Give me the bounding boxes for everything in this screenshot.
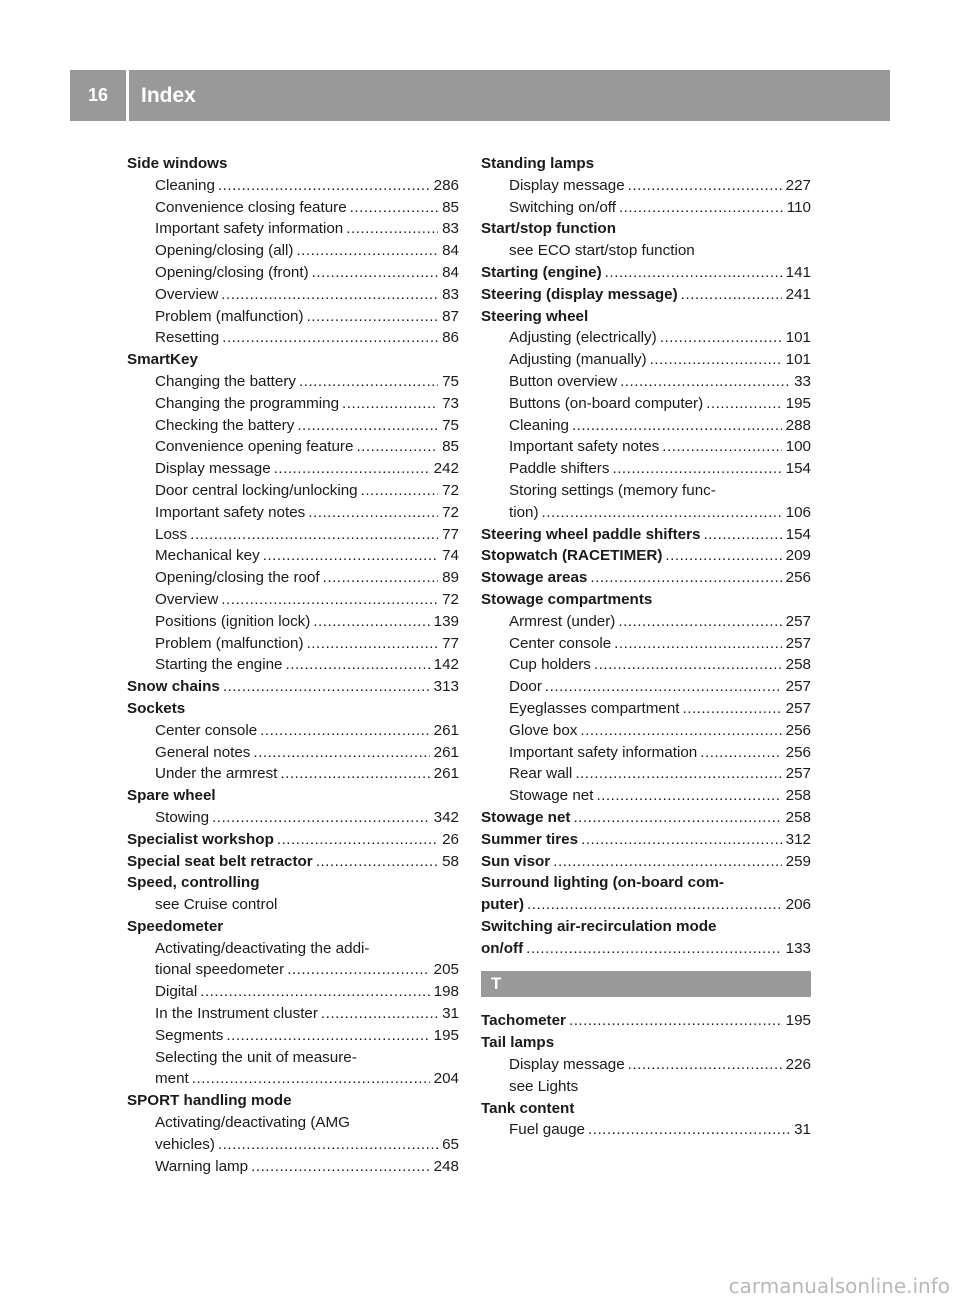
entry-text: Steering wheel paddle shifters bbox=[481, 525, 701, 543]
index-column-right bbox=[481, 153, 811, 1141]
index-subentry[interactable] bbox=[127, 1068, 459, 1090]
entry-text: Button overview bbox=[509, 372, 618, 390]
entry-text: Overview bbox=[155, 590, 219, 608]
index-subentry[interactable] bbox=[127, 1156, 459, 1178]
entry-text: Loss bbox=[155, 525, 188, 543]
entry-text: Special seat belt retractor bbox=[127, 852, 313, 870]
index-subentry[interactable] bbox=[127, 1134, 459, 1156]
entry-page: 261 bbox=[433, 765, 459, 783]
entry-text: Snow chains bbox=[127, 678, 220, 696]
index-subentry[interactable] bbox=[481, 1119, 811, 1141]
entry-text: Segments bbox=[155, 1026, 224, 1044]
entry-page: 258 bbox=[785, 808, 811, 826]
index-subentry[interactable] bbox=[127, 763, 459, 785]
entry-text: Under the armrest bbox=[155, 765, 278, 783]
entry-text: Starting (engine) bbox=[481, 263, 602, 281]
entry-text: ment bbox=[155, 1070, 189, 1088]
index-subentry[interactable] bbox=[127, 306, 459, 328]
index-subentry[interactable] bbox=[127, 807, 459, 829]
index-subentry[interactable] bbox=[481, 327, 811, 349]
index-heading: Speed, controlling bbox=[127, 874, 260, 892]
entry-page: 195 bbox=[785, 394, 811, 412]
index-subentry[interactable] bbox=[127, 218, 459, 240]
index-subentry[interactable] bbox=[481, 720, 811, 742]
index-subentry[interactable] bbox=[481, 654, 811, 676]
entry-text: Stowage areas bbox=[481, 569, 588, 587]
entry-text: Steering (display message) bbox=[481, 285, 678, 303]
entry-page: 86 bbox=[442, 329, 459, 347]
index-subentry[interactable] bbox=[127, 742, 459, 764]
entry-text: Changing the battery bbox=[155, 372, 297, 390]
index-subentry[interactable] bbox=[127, 458, 459, 480]
index-subentry[interactable] bbox=[481, 393, 811, 415]
entry-text: tion) bbox=[509, 503, 539, 521]
entry-text: Buttons (on-board computer) bbox=[509, 394, 704, 412]
entry-text: tional speedometer bbox=[155, 961, 285, 979]
entry-page: 101 bbox=[785, 351, 811, 369]
entry-text: Door bbox=[509, 678, 542, 696]
entry-text: Display message bbox=[509, 176, 625, 194]
entry-page: 258 bbox=[785, 787, 811, 805]
entry-text-line: Switching air-recirculation mode bbox=[481, 917, 717, 935]
entry-text: Summer tires bbox=[481, 830, 579, 848]
entry-text: Center console bbox=[155, 721, 258, 739]
entry-text: Switching on/off bbox=[509, 198, 616, 216]
entry-text: Checking the battery bbox=[155, 416, 295, 434]
entry-page: 248 bbox=[433, 1157, 459, 1175]
entry-page: 258 bbox=[785, 656, 811, 674]
entry-text: Stowing bbox=[155, 808, 210, 826]
entry-page: 154 bbox=[785, 525, 811, 543]
entry-text: puter) bbox=[481, 896, 525, 914]
entry-text: Warning lamp bbox=[155, 1157, 249, 1175]
entry-text-line: Surround lighting (on-board com- bbox=[481, 874, 724, 892]
entry-text: Important safety information bbox=[509, 743, 698, 761]
entry-page: 226 bbox=[785, 1056, 811, 1074]
entry-text: Changing the programming bbox=[155, 394, 340, 412]
index-heading: Spare wheel bbox=[127, 787, 216, 805]
entry-page: 261 bbox=[433, 743, 459, 761]
index-heading: Steering wheel bbox=[481, 307, 589, 325]
index-subentry[interactable] bbox=[481, 415, 811, 437]
entry-page: 133 bbox=[785, 939, 811, 957]
entry-text: Digital bbox=[155, 983, 198, 1001]
index-entry[interactable] bbox=[481, 938, 811, 960]
page-title: Index bbox=[141, 83, 196, 107]
index-entry[interactable] bbox=[481, 545, 811, 567]
entry-text: Adjusting (electrically) bbox=[509, 329, 657, 347]
index-subentry[interactable] bbox=[481, 175, 811, 197]
entry-page: 100 bbox=[785, 438, 811, 456]
index-entry[interactable] bbox=[481, 851, 811, 873]
entry-page: 110 bbox=[786, 198, 811, 216]
entry-page: 85 bbox=[442, 438, 459, 456]
see-reference[interactable]: see Lights bbox=[509, 1077, 579, 1095]
entry-page: 84 bbox=[442, 242, 459, 260]
header-divider bbox=[126, 70, 129, 121]
index-heading: SPORT handling mode bbox=[127, 1092, 292, 1110]
index-subentry[interactable] bbox=[127, 524, 459, 546]
entry-page: 83 bbox=[442, 220, 459, 238]
entry-page: 227 bbox=[785, 176, 811, 194]
index-subentry[interactable] bbox=[127, 436, 459, 458]
index-entry[interactable] bbox=[481, 829, 811, 851]
entry-text: Specialist workshop bbox=[127, 830, 274, 848]
index-entry[interactable] bbox=[481, 567, 811, 589]
entry-text: Display message bbox=[155, 460, 271, 478]
entry-text-line: Selecting the unit of measure- bbox=[155, 1048, 357, 1066]
entry-page: 257 bbox=[785, 634, 811, 652]
entry-page: 77 bbox=[442, 525, 459, 543]
entry-page: 256 bbox=[785, 569, 811, 587]
entry-page: 257 bbox=[785, 612, 811, 630]
entry-page: 259 bbox=[785, 852, 811, 870]
section-letter: T bbox=[481, 971, 811, 997]
entry-text: Glove box bbox=[509, 721, 578, 739]
entry-page: 242 bbox=[433, 460, 459, 478]
entry-text: Resetting bbox=[155, 329, 220, 347]
entry-page: 257 bbox=[785, 765, 811, 783]
index-subentry[interactable] bbox=[481, 742, 811, 764]
entry-page: 154 bbox=[785, 460, 811, 478]
entry-page: 58 bbox=[442, 852, 459, 870]
entry-text: Problem (malfunction) bbox=[155, 634, 304, 652]
entry-page: 75 bbox=[442, 416, 459, 434]
entry-text: Mechanical key bbox=[155, 547, 260, 565]
index-subentry[interactable] bbox=[481, 633, 811, 655]
entry-text-line: Storing settings (memory func- bbox=[509, 481, 716, 499]
entry-text: Paddle shifters bbox=[509, 460, 610, 478]
entry-text: Opening/closing (front) bbox=[155, 263, 309, 281]
entry-text: Cleaning bbox=[509, 416, 569, 434]
index-subentry[interactable] bbox=[127, 545, 459, 567]
index-subentry[interactable] bbox=[127, 480, 459, 502]
entry-page: 101 bbox=[785, 329, 811, 347]
index-entry[interactable] bbox=[481, 894, 811, 916]
entry-page: 77 bbox=[442, 634, 459, 652]
entry-text: Opening/closing the roof bbox=[155, 569, 320, 587]
entry-page: 106 bbox=[785, 503, 811, 521]
entry-page: 87 bbox=[442, 307, 459, 325]
index-subentry[interactable] bbox=[127, 197, 459, 219]
entry-text: In the Instrument cluster bbox=[155, 1005, 318, 1023]
entry-text: Positions (ignition lock) bbox=[155, 612, 311, 630]
index-subentry[interactable] bbox=[481, 698, 811, 720]
entry-page: 209 bbox=[785, 547, 811, 565]
watermark: carmanualsonline.info bbox=[728, 1274, 950, 1298]
index-entry[interactable] bbox=[481, 807, 811, 829]
entry-text: Rear wall bbox=[509, 765, 573, 783]
entry-page: 342 bbox=[433, 808, 459, 826]
entry-page: 141 bbox=[785, 263, 811, 281]
index-subentry[interactable] bbox=[481, 458, 811, 480]
index-entry[interactable] bbox=[481, 1010, 811, 1032]
index-subentry[interactable] bbox=[127, 262, 459, 284]
entry-text: Stowage net bbox=[509, 787, 594, 805]
entry-text: vehicles) bbox=[155, 1135, 215, 1153]
index-subentry[interactable] bbox=[127, 1003, 459, 1025]
index-subentry[interactable] bbox=[127, 654, 459, 676]
entry-text: Important safety information bbox=[155, 220, 344, 238]
entry-page: 75 bbox=[442, 372, 459, 390]
index-subentry[interactable] bbox=[127, 589, 459, 611]
entry-text: Eyeglasses compartment bbox=[509, 699, 680, 717]
index-heading: Speedometer bbox=[127, 917, 224, 935]
index-heading: Side windows bbox=[127, 155, 228, 172]
entry-text-line: Activating/deactivating the addi- bbox=[155, 939, 370, 957]
entry-page: 257 bbox=[785, 699, 811, 717]
index-subentry[interactable] bbox=[481, 436, 811, 458]
index-heading: Tail lamps bbox=[481, 1034, 555, 1052]
index-entry[interactable] bbox=[481, 524, 811, 546]
index-heading: Sockets bbox=[127, 699, 186, 717]
entry-text: Convenience opening feature bbox=[155, 438, 354, 456]
index-subentry[interactable] bbox=[127, 633, 459, 655]
index-subentry[interactable] bbox=[481, 349, 811, 371]
entry-page: 256 bbox=[785, 721, 811, 739]
entry-page: 72 bbox=[442, 503, 459, 521]
entry-page: 286 bbox=[433, 176, 459, 194]
index-subentry[interactable] bbox=[127, 175, 459, 197]
entry-page: 72 bbox=[442, 590, 459, 608]
index-subentry[interactable] bbox=[481, 197, 811, 219]
entry-text: Important safety notes bbox=[155, 503, 306, 521]
page-number: 16 bbox=[87, 85, 109, 105]
index-subentry[interactable] bbox=[127, 327, 459, 349]
entry-page: 256 bbox=[785, 743, 811, 761]
entry-text: Opening/closing (all) bbox=[155, 242, 294, 260]
entry-page: 195 bbox=[785, 1012, 811, 1030]
see-reference[interactable]: see ECO start/stop function bbox=[509, 242, 695, 260]
entry-page: 84 bbox=[442, 263, 459, 281]
entry-page: 65 bbox=[442, 1135, 459, 1153]
entry-page: 89 bbox=[442, 569, 459, 587]
index-subentry[interactable] bbox=[127, 567, 459, 589]
index-subentry[interactable] bbox=[127, 611, 459, 633]
entry-text-line: Activating/deactivating (AMG bbox=[155, 1114, 350, 1132]
index-subentry[interactable] bbox=[127, 959, 459, 981]
entry-text: Sun visor bbox=[481, 852, 551, 870]
entry-page: 85 bbox=[442, 198, 459, 216]
see-reference[interactable]: see Cruise control bbox=[155, 896, 278, 914]
index-subentry[interactable] bbox=[127, 981, 459, 1003]
index-subentry[interactable] bbox=[481, 785, 811, 807]
index-subentry[interactable] bbox=[127, 502, 459, 524]
entry-page: 142 bbox=[433, 656, 459, 674]
entry-text: Stopwatch (RACETIMER) bbox=[481, 547, 663, 565]
entry-text: Starting the engine bbox=[155, 656, 283, 674]
index-subentry[interactable] bbox=[481, 1054, 811, 1076]
entry-text: Important safety notes bbox=[509, 438, 660, 456]
index-heading: Standing lamps bbox=[481, 155, 595, 172]
entry-text: Door central locking/unlocking bbox=[155, 481, 358, 499]
index-entry[interactable] bbox=[481, 262, 811, 284]
entry-text: Overview bbox=[155, 285, 219, 303]
entry-text: General notes bbox=[155, 743, 251, 761]
index-heading: Stowage compartments bbox=[481, 590, 653, 608]
index-subentry[interactable] bbox=[127, 240, 459, 262]
entry-page: 313 bbox=[433, 678, 459, 696]
index-entry[interactable] bbox=[127, 829, 459, 851]
entry-page: 206 bbox=[785, 896, 811, 914]
entry-page: 31 bbox=[794, 1121, 811, 1139]
entry-page: 33 bbox=[794, 372, 811, 390]
index-subentry[interactable] bbox=[127, 1025, 459, 1047]
entry-page: 204 bbox=[433, 1070, 459, 1088]
entry-text: Tachometer bbox=[481, 1012, 566, 1030]
entry-page: 257 bbox=[785, 678, 811, 696]
index-subentry[interactable] bbox=[481, 676, 811, 698]
entry-page: 241 bbox=[785, 285, 811, 303]
index-subentry[interactable] bbox=[481, 611, 811, 633]
index-subentry[interactable] bbox=[127, 720, 459, 742]
entry-page: 26 bbox=[442, 830, 459, 848]
entry-page: 31 bbox=[442, 1005, 459, 1023]
index-subentry[interactable] bbox=[127, 415, 459, 437]
entry-page: 139 bbox=[433, 612, 459, 630]
entry-text: Cleaning bbox=[155, 176, 215, 194]
entry-text: Problem (malfunction) bbox=[155, 307, 304, 325]
entry-page: 205 bbox=[433, 961, 459, 979]
index-subentry[interactable] bbox=[127, 371, 459, 393]
entry-page: 198 bbox=[433, 983, 459, 1001]
index-subentry[interactable] bbox=[481, 502, 811, 524]
page-header bbox=[70, 70, 890, 121]
entry-text: Stowage net bbox=[481, 808, 571, 826]
entry-page: 74 bbox=[442, 547, 459, 565]
entry-page: 83 bbox=[442, 285, 459, 303]
entry-page: 72 bbox=[442, 481, 459, 499]
index-column-left bbox=[127, 153, 459, 1177]
entry-page: 288 bbox=[785, 416, 811, 434]
entry-text: on/off bbox=[481, 939, 524, 957]
entry-text: Display message bbox=[509, 1056, 625, 1074]
index-subentry[interactable] bbox=[481, 763, 811, 785]
entry-page: 261 bbox=[433, 721, 459, 739]
index-subentry[interactable] bbox=[481, 371, 811, 393]
index-entry[interactable] bbox=[127, 676, 459, 698]
entry-text: Convenience closing feature bbox=[155, 198, 347, 216]
index-heading: SmartKey bbox=[127, 351, 198, 369]
entry-text: Armrest (under) bbox=[509, 612, 616, 630]
index-subentry[interactable] bbox=[127, 284, 459, 306]
entry-text: Adjusting (manually) bbox=[509, 351, 647, 369]
entry-page: 312 bbox=[785, 830, 811, 848]
index-entry[interactable] bbox=[127, 851, 459, 873]
entry-text: Center console bbox=[509, 634, 612, 652]
entry-page: 195 bbox=[433, 1026, 459, 1044]
index-subentry[interactable] bbox=[127, 393, 459, 415]
entry-page: 73 bbox=[442, 394, 459, 412]
index-entry[interactable] bbox=[481, 284, 811, 306]
index-heading: Tank content bbox=[481, 1099, 575, 1117]
entry-text: Fuel gauge bbox=[509, 1121, 585, 1139]
index-heading: Start/stop function bbox=[481, 220, 616, 238]
entry-text: Cup holders bbox=[509, 656, 591, 674]
